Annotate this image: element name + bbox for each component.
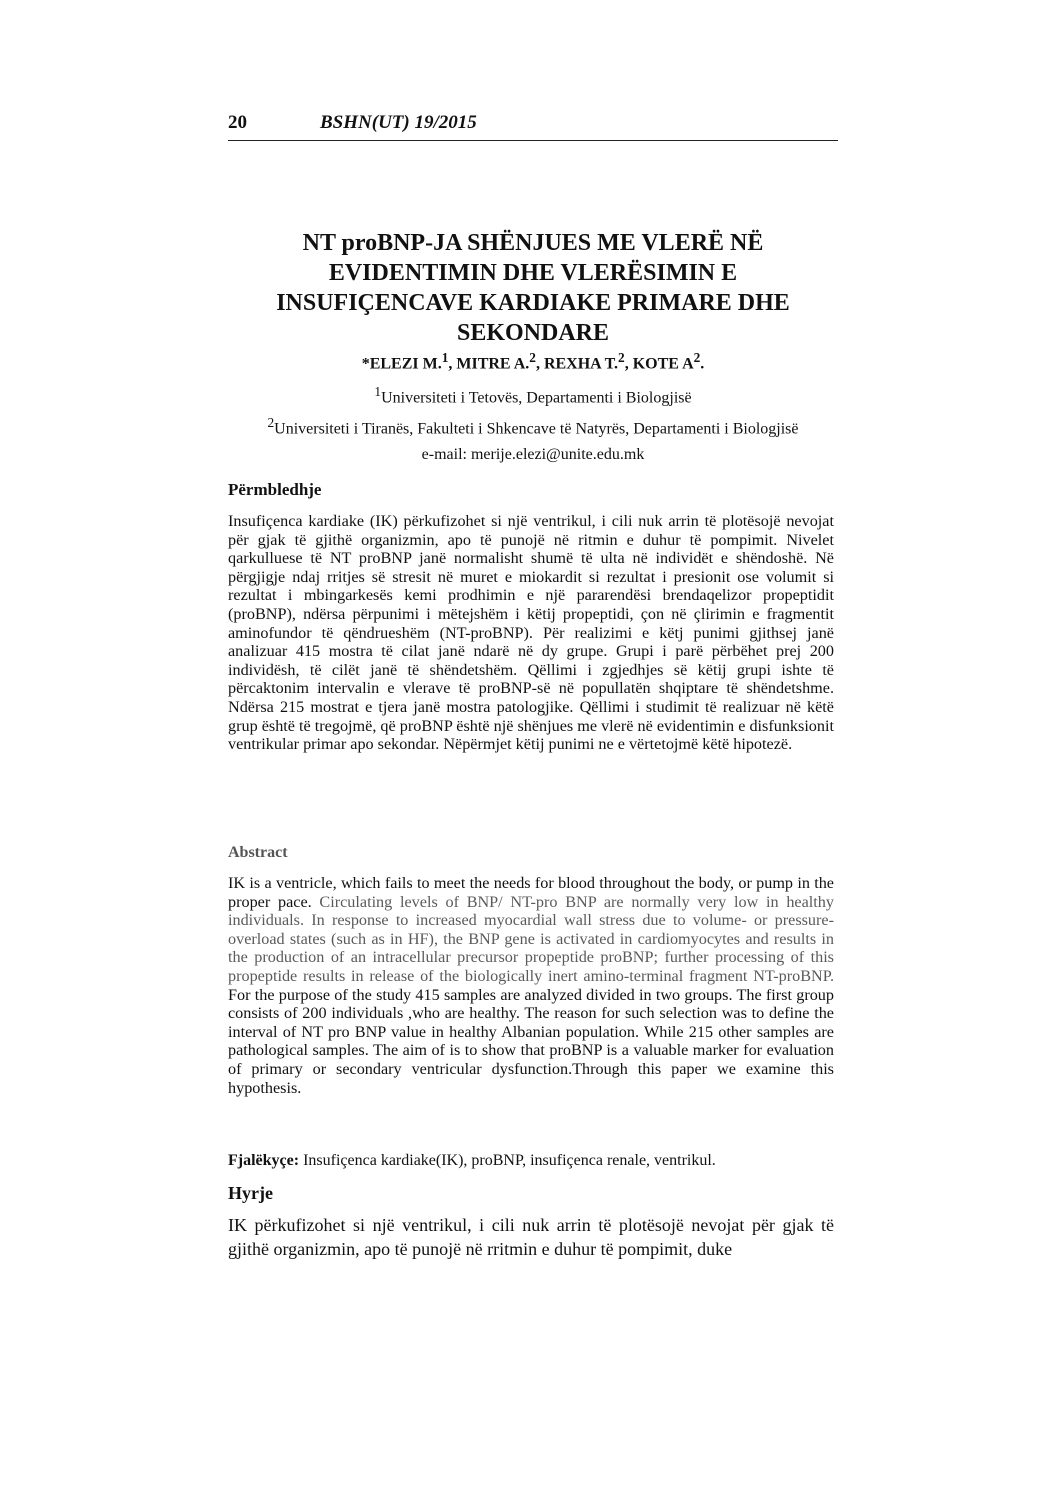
affiliation-1 — [228, 384, 838, 407]
author-affil-mark: 2 — [693, 350, 701, 365]
running-header — [228, 112, 838, 141]
affiliation-2 — [228, 415, 838, 438]
author-name: KOTE A — [632, 355, 694, 373]
abstract-text-part: Circulating levels of BNP/ NT-pro BNP are normally very low in healthy individuals. In response to increased myocardial wall stress due to volume- or pressure-overload states (such as in HF), the BNP gene is activated in cardiomyocytes and results in the production of an intracellular precursor propeptide proBNP; further processing of this propeptide results in release of the biologically inert amino-terminal fragment NT-proBNP. — [228, 892, 834, 985]
keywords-label: Fjalëkyçe: — [228, 1152, 300, 1169]
paper-title: NT proBNP-JA SHËNJUES ME VLERË NË EVIDENTIMIN DHE VLERËSIMIN E INSUFIÇENCAVE KARDIAKE PRIMARE DHE SEKONDARE — [276, 230, 790, 346]
keywords-text: Insufiçenca kardiake(IK), proBNP, insufiçenca renale, ventrikul. — [299, 1152, 716, 1169]
section-heading-permbledhje: Përmbledhje — [228, 480, 322, 499]
abstract-text-part: For the purpose of the study 415 samples are analyzed divided in two groups. The first group consists of 200 individuals ,who are healthy. The reason for such selection was to define the interval of NT pro BNP value in healthy Albanian population. While 215 other samples are pathological samples. The aim of is to show that proBNP is a valuable marker for evaluation of primary or secondary ventricular dysfunction.Through this paper we examine this hypothesis. — [228, 985, 834, 1097]
author-affil-mark: 1 — [441, 350, 449, 365]
affiliation-text: Universiteti i Tiranës, Fakulteti i Shkencave të Natyrës, Departamenti i Biologjisë — [274, 420, 799, 438]
author-list — [228, 350, 838, 373]
affiliation-mark: 2 — [267, 415, 275, 430]
affiliation-text: Universiteti i Tetovës, Departamenti i Biologjisë — [381, 389, 692, 407]
corresponding-mark: * — [361, 355, 370, 373]
author-name: MITRE A. — [456, 355, 530, 373]
abstract-text-part: IK is a ventricle, which fails to meet the needs for blood throughout the body, or pump in the proper pace. — [228, 874, 834, 911]
affiliation-mark: 1 — [374, 384, 382, 399]
author-name: ELEZI M. — [369, 355, 442, 373]
author-affil-mark: 2 — [529, 350, 536, 365]
section-heading-abstract: Abstract — [228, 844, 288, 861]
page-number: 20 — [228, 112, 247, 133]
permbledhje-paragraph: Insufiçenca kardiake (IK) përkufizohet si një ventrikul, i cili nuk arrin të plotësojë nevojat për gjak të gjithë organizmin, apo të punojë në ritmin e duhur të pompimit. Nivelet qarkulluese të NT proBNP janë normalisht shumë të ulta në individët e shëndoshë. Në përgjigje ndaj rritjes së stresit në muret e miokardit si rezultat i presionit ose volumit si rezultat i mbingarkesës kemi prodhimin e një pararendësi brendaqelizor propeptidit (proBNP), ndërsa përpunimi i mëtejshëm i këtij propeptidi, çon në çlirimin e fragmentit aminofundor të qëndrueshëm (NT-proBNP). Për realizimi e këtj punimi gjithsej janë analizuar 415 mostra të cilat janë ndarë në dy grupe. Grupi i parë përbëhet prej 200 individësh, të cilët janë të shëndetshëm. Qëllimi i zgjedhjes së këtij grupi ishte të përcaktonim intervalin e vlerave të proBNP-së në popullatën shqiptare të shëndetshme. Ndërsa 215 mostrat e tjera janë mostra patologjike. Qëllimi i studimit të realizuar në këtë grup është të tregojmë, që proBNP është një shënjues me vlerë në evidentimin e disfunksionit ventrikular primar apo sekondar. Nëpërmjet këtij punimi ne e vërtetojmë këtë hipotezë. — [228, 512, 834, 754]
author-separator: , — [624, 355, 633, 373]
hyrje-paragraph: IK përkufizohet si një ventrikul, i cili nuk arrin të plotësojë nevojat për gjak të gjithë organizmin, apo të punojë në rritmin e duhur të pompimit, duke — [228, 1215, 834, 1259]
author-affil-mark: 2 — [618, 350, 625, 365]
author-separator: , — [448, 355, 457, 373]
section-heading-hyrje: Hyrje — [228, 1183, 273, 1203]
author-name: REXHA T. — [543, 355, 619, 373]
abstract-paragraph — [228, 874, 834, 1097]
author-separator: . — [700, 355, 705, 373]
contact-email: e-mail: merije.elezi@unite.edu.mk — [421, 446, 645, 463]
journal-name: BSHN(UT) 19/2015 — [320, 112, 477, 133]
keywords-line — [228, 1152, 834, 1171]
author-separator: , — [535, 355, 544, 373]
